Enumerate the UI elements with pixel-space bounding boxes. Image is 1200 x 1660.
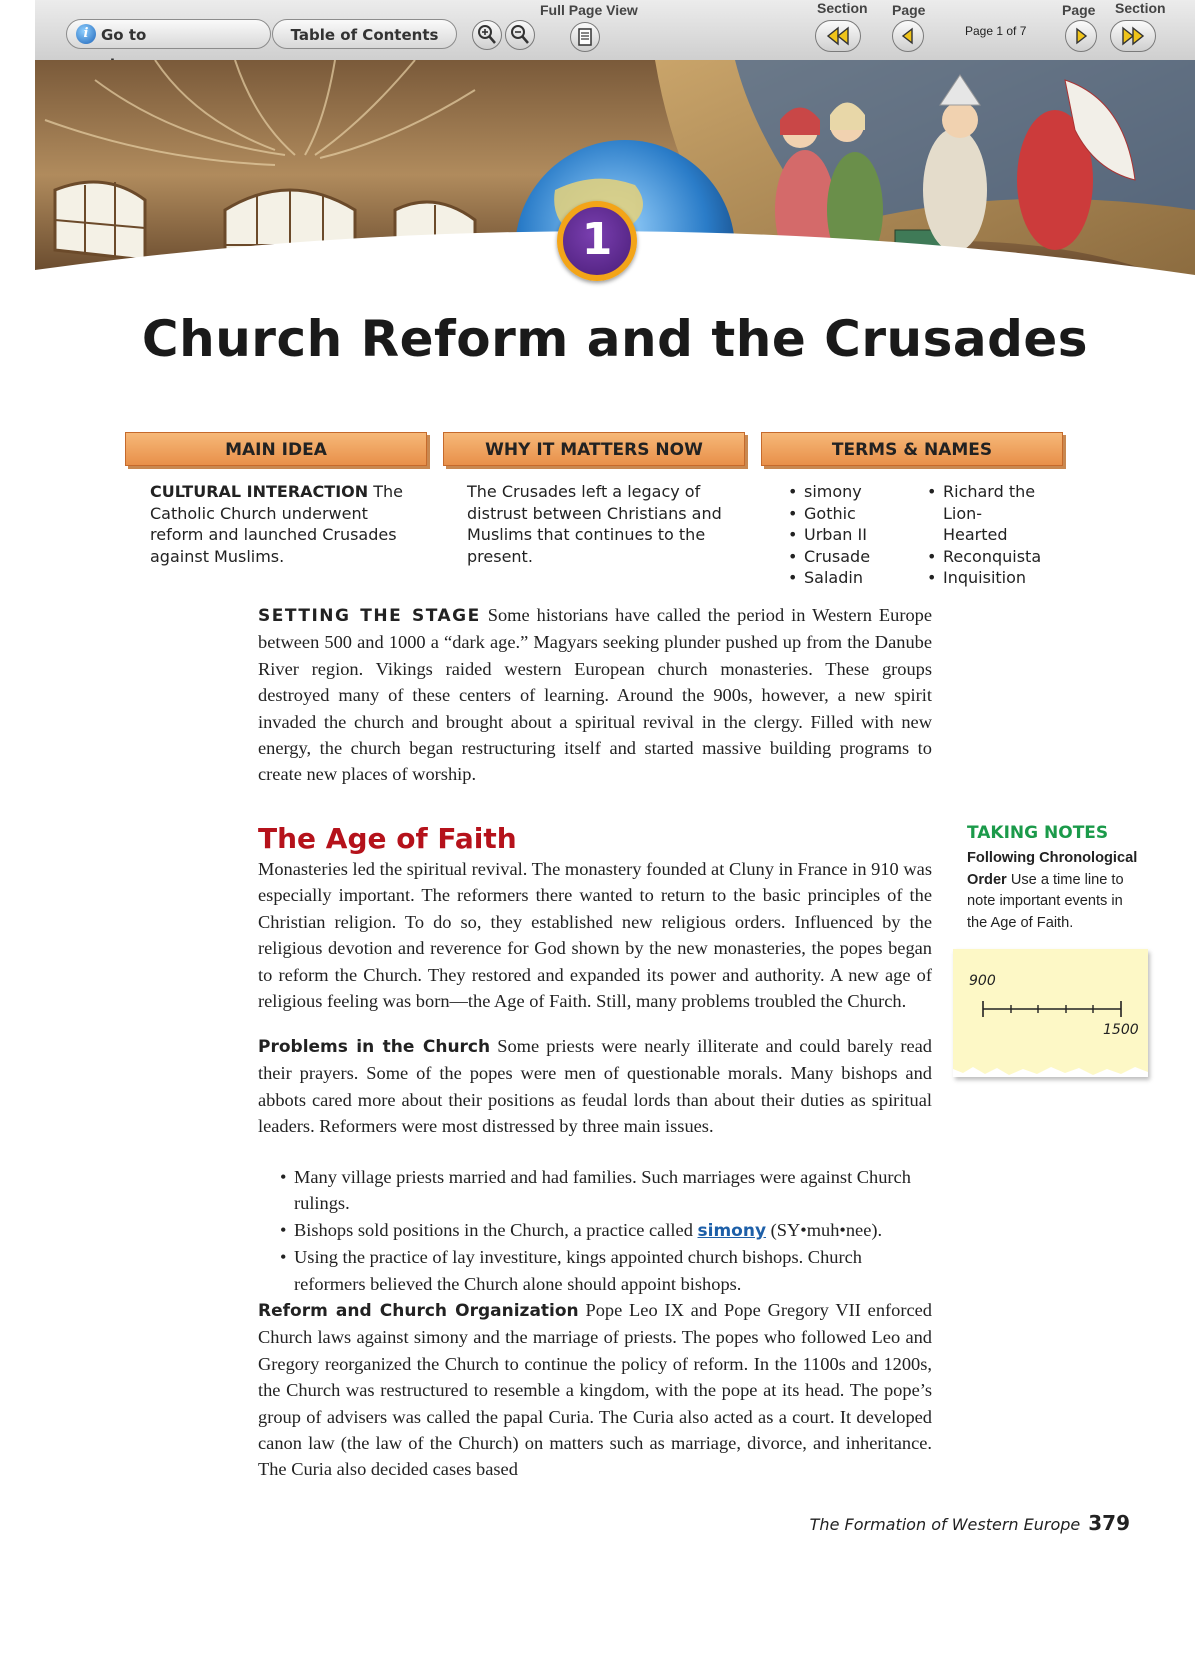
list-item: • Bishops sold positions in the Church, a practice called simony (SY•muh•nee). (280, 1217, 920, 1244)
zoom-in-icon (473, 21, 501, 49)
footer-book-title: The Formation of Western Europe (809, 1515, 1081, 1534)
terms-list-2 (927, 481, 1057, 589)
main-idea-header: MAIN IDEA (125, 432, 427, 466)
toolbar (35, 0, 1195, 61)
setting-the-stage-head: SETTING THE STAGE (258, 606, 481, 626)
term-item: • Gothic (788, 503, 918, 525)
classzone-label: Go to (101, 26, 147, 44)
why-it-matters-text: The Crusades left a legacy of distrust between Christians and Muslims that continues to the present. (467, 482, 722, 566)
next-section-button[interactable] (1110, 20, 1156, 52)
main-idea-lead: CULTURAL INTERACTION (150, 482, 369, 501)
taking-notes-instruction: Use a time line to note important events in the Age of Faith. (967, 871, 1124, 931)
terms-list-1 (788, 481, 918, 589)
list-item: • Many village priests married and had families. Such marriages were against Church rulings. (280, 1164, 920, 1217)
section-label-right: Section (1115, 0, 1166, 16)
zoom-in-button[interactable] (472, 20, 502, 50)
toc-label: Table of Contents (290, 26, 439, 44)
taking-notes-head: TAKING NOTES (967, 823, 1109, 843)
previous-section-button[interactable] (815, 20, 861, 52)
timeline (953, 949, 1148, 1077)
taking-notes-skill: Following Chronological Order (967, 850, 1138, 888)
double-left-arrow-icon (816, 21, 860, 51)
term-item: • simony (788, 481, 918, 503)
info-icon: i (76, 24, 96, 44)
zoom-out-button[interactable] (505, 20, 535, 50)
term-item: • Crusade (788, 546, 918, 568)
table-of-contents-button[interactable] (272, 19, 457, 49)
problems-head: Problems in the Church (258, 1037, 491, 1057)
page-footer (810, 1511, 1130, 1535)
term-item: • Saladin (788, 567, 918, 589)
why-it-matters-header: WHY IT MATTERS NOW (443, 432, 745, 466)
main-idea-body: The Catholic Church underwent reform and launched Crusades against Muslims. (150, 482, 404, 566)
taking-notes-text (967, 848, 1147, 934)
full-page-view-button[interactable] (570, 22, 600, 52)
left-arrow-icon (893, 21, 923, 51)
page-icon (571, 23, 599, 51)
zoom-out-icon (506, 21, 534, 49)
page-indicator: Page 1 of 7 (965, 24, 1027, 38)
simony-link[interactable]: simony (697, 1220, 767, 1241)
term-item: • Reconquista (927, 546, 1057, 568)
timeline-note-card (953, 949, 1148, 1077)
main-idea-text (150, 481, 405, 567)
timeline-start-label: 900 (969, 973, 996, 989)
term-item: • Urban II (788, 524, 918, 546)
issues-list (280, 1164, 920, 1297)
page-number: 379 (1088, 1511, 1130, 1535)
page-label-left: Page (892, 2, 926, 18)
problems-text: Some priests were nearly illiterate and could barely read their prayers. Some of the popes were men of questionable morals. Many bishops and abbots cared more about their positions as feudal lords than about their duties as spiritual leaders. Reformers were most distressed by three main issues. (258, 1036, 932, 1137)
problems-paragraph (258, 1033, 932, 1140)
page-title: Church Reform and the Crusades (141, 310, 1089, 368)
term-item: • Richard the Lion-Hearted (927, 481, 1043, 546)
reform-text: Pope Leo IX and Pope Gregory VII enforced Church laws against simony and the marriage of priests. The popes who followed Leo and Gregory reorganized the Church to continue the policy of reform. In the 1100s and 1200s, the Church was restructured to resemble a kingdom, with the pope at its head. The pope’s group of advisers was called the papal Curia. The Curia also acted as a court. It developed canon law (the law of the Church) on matters such as marriage, divorce, and inheritance. The Curia also decided cases based (258, 1300, 932, 1480)
section-heading: The Age of Faith (258, 822, 517, 855)
page-label-right: Page (1062, 2, 1096, 18)
double-right-arrow-icon (1111, 21, 1155, 51)
classzone-button[interactable] (66, 19, 271, 49)
setting-the-stage-text: Some historians have called the period in Western Europe between 500 and 1000 a “dark age.” Magyars seeking plunder pushed up from the Danube River region. Vikings raided western European church monasteries. These groups destroyed many of these centers of learning. Around the 900s, however, a new spirit invaded the church and brought about a spiritual revival in the clergy. Filled with new energy, the church began restructuring itself and started massive building programs to create new places of worship. (258, 605, 932, 785)
right-arrow-icon (1066, 21, 1096, 51)
previous-page-button[interactable] (892, 20, 924, 52)
section-label-left: Section (817, 0, 868, 16)
terms-names-header: TERMS & NAMES (761, 432, 1063, 466)
setting-the-stage-paragraph (258, 602, 932, 788)
age-of-faith-paragraph: Monasteries led the spiritual revival. The monastery founded at Cluny in France in 910 was especially important. The reformers there wanted to return to the basic principles of the Christian religion. To do so, they established new religious orders. Influenced by the religious devotion and reverence for God shown by the new monasteries, the popes began to reform the Church. They restored and expanded its power and authority. A new age of religious feeling was born—the Age of Faith. Still, many problems troubled the Church. (258, 859, 932, 1012)
term-item: • Inquisition (927, 567, 1057, 589)
reform-head: Reform and Church Organization (258, 1301, 579, 1321)
list-item: • Using the practice of lay investiture, kings appointed church bishops. Church reformers believed the Church alone should appoint bishops. (280, 1244, 920, 1297)
next-page-button[interactable] (1065, 20, 1097, 52)
reform-paragraph (258, 1297, 932, 1483)
full-page-view-label: Full Page View (540, 2, 638, 18)
timeline-end-label: 1500 (1103, 1022, 1139, 1038)
section-number-badge: 1 (557, 201, 637, 281)
